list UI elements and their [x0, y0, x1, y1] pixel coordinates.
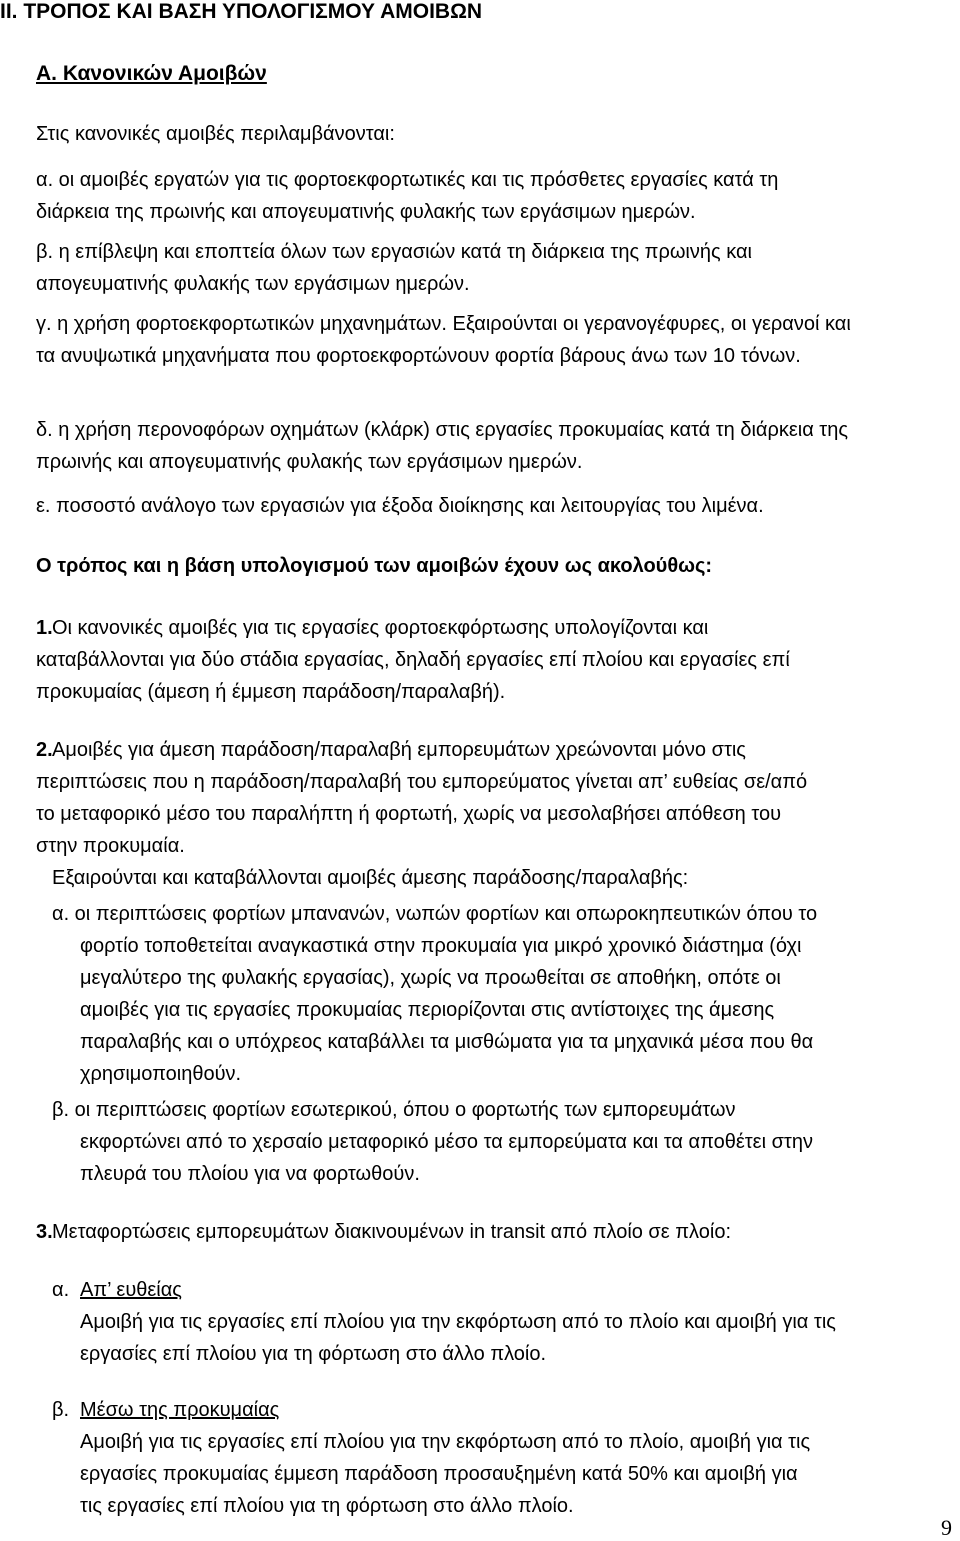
- paragraph-3-number: 3.: [36, 1221, 53, 1243]
- transit-quay-label: β.: [52, 1399, 70, 1421]
- exception-b-line2: εκφορτώνει από το χερσαίο μεταφορικό μέσο τα εμπορεύματα και τα αποθέτει στην: [80, 1131, 813, 1153]
- exception-a-line3: μεγαλύτερο της φυλακής εργασίας), χωρίς να προωθείται σε αποθήκη, οπότε οι: [80, 967, 781, 989]
- item-d-line1: δ. η χρήση περονοφόρων οχημάτων (κλάρκ) στις εργασίες προκυμαίας κατά τη διάρκεια της: [36, 419, 848, 441]
- exception-a-line6: χρησιμοποιηθούν.: [80, 1063, 242, 1085]
- item-c-line1: γ. η χρήση φορτοεκφορτωτικών μηχανημάτων. Εξαιρούνται οι γερανογέφυρες, οι γερανοί και: [36, 313, 851, 335]
- item-a-line2: διάρκεια της πρωινής και απογευματινής φυλακής των εργάσιμων ημερών.: [36, 201, 696, 223]
- paragraph-1-line3: προκυμαίας (άμεση ή έμμεση παράδοση/παραλαβή).: [36, 681, 506, 703]
- paragraph-2-number: 2.: [36, 739, 53, 761]
- paragraph-1-number: 1.: [36, 617, 53, 639]
- exceptions-text: Εξαιρούνται και καταβάλλονται αμοιβές άμεσης παράδοσης/παραλαβής:: [52, 867, 689, 889]
- transit-direct-label: α.: [52, 1279, 70, 1301]
- intro-text: Στις κανονικές αμοιβές περιλαμβάνονται:: [36, 123, 395, 145]
- transit-quay-title: Μέσω της προκυμαίας: [80, 1399, 280, 1421]
- paragraph-3-text: Μεταφορτώσεις εμπορευμάτων διακινουμένων in transit από πλοίο σε πλοίο:: [52, 1221, 731, 1243]
- transit-direct-title: Απ’ ευθείας: [80, 1279, 182, 1301]
- transit-direct-line1: Αμοιβή για τις εργασίες επί πλοίου για την εκφόρτωση από το πλοίο και αμοιβή για τις: [80, 1311, 836, 1333]
- item-a-line1: α. οι αμοιβές εργατών για τις φορτοεκφορτωτικές και τις πρόσθετες εργασίες κατά τη: [36, 169, 779, 191]
- paragraph-1-line1: Οι κανονικές αμοιβές για τις εργασίες φορτοεκφόρτωσης υπολογίζονται και: [52, 617, 709, 639]
- transit-quay-line3: τις εργασίες επί πλοίου για τη φόρτωση στο άλλο πλοίο.: [80, 1495, 574, 1517]
- page-number: 9: [941, 1515, 952, 1540]
- item-c-line2: τα ανυψωτικά μηχανήματα που φορτοεκφορτώνουν φορτία βάρους άνω των 10 τόνων.: [36, 345, 801, 367]
- transit-quay-line1: Αμοιβή για τις εργασίες επί πλοίου για την εκφόρτωση από το πλοίο, αμοιβή για τις: [80, 1431, 811, 1453]
- paragraph-1-line2: καταβάλλονται για δύο στάδια εργασίας, δηλαδή εργασίες επί πλοίου και εργασίες επί: [36, 649, 790, 671]
- transit-quay-line2: εργασίες προκυμαίας έμμεση παράδοση προσαυξημένη κατά 50% και αμοιβή για: [80, 1463, 798, 1485]
- exception-b-line3: πλευρά του πλοίου για να φορτωθούν.: [80, 1163, 420, 1185]
- item-b-line2: απογευματινής φυλακής των εργάσιμων ημερών.: [36, 273, 470, 295]
- subsection-heading: Α. Κανονικών Αμοιβών: [36, 62, 267, 85]
- paragraph-2-line1: Αμοιβές για άμεση παράδοση/παραλαβή εμπορευμάτων χρεώνονται μόνο στις: [52, 739, 746, 761]
- exception-a-line2: φορτίο τοποθετείται αναγκαστικά στην προκυμαία για μικρό χρονικό διάστημα (όχι: [80, 935, 802, 957]
- item-d-line2: πρωινής και απογευματινής φυλακής των εργάσιμων ημερών.: [36, 451, 583, 473]
- exception-a-line5: παραλαβής και ο υπόχρεος καταβάλλει τα μισθώματα για τα μηχανικά μέσα που θα: [80, 1031, 814, 1053]
- item-b-line1: β. η επίβλεψη και εποπτεία όλων των εργασιών κατά τη διάρκεια της πρωινής και: [36, 241, 752, 263]
- section-heading: II. ΤΡΟΠΟΣ ΚΑΙ ΒΑΣΗ ΥΠΟΛΟΓΙΣΜΟΥ ΑΜΟΙΒΩΝ: [0, 0, 483, 23]
- transit-direct-line2: εργασίες επί πλοίου για τη φόρτωση στο άλλο πλοίο.: [80, 1343, 547, 1365]
- item-e-line1: ε. ποσοστό ανάλογο των εργασιών για έξοδα διοίκησης και λειτουργίας του λιμένα.: [36, 495, 764, 517]
- exception-a-line4: αμοιβές για τις εργασίες προκυμαίας περιορίζονται στις αντίστοιχες της άμεσης: [80, 999, 775, 1021]
- paragraph-2-line2: περιπτώσεις που η παράδοση/παραλαβή του εμπορεύματος γίνεται απ’ ευθείας σε/από: [36, 771, 808, 793]
- paragraph-2-line3: το μεταφορικό μέσο του παραλήπτη ή φορτωτή, χωρίς να μεσολαβήσει απόθεση του: [36, 803, 782, 825]
- paragraph-2-line4: στην προκυμαία.: [36, 835, 185, 857]
- method-heading: Ο τρόπος και η βάση υπολογισμού των αμοιβών έχουν ως ακολούθως:: [36, 555, 713, 577]
- exception-a-line1: α. οι περιπτώσεις φορτίων μπανανών, νωπών φορτίων και οπωροκηπευτικών όπου το: [52, 903, 818, 925]
- exception-b-line1: β. οι περιπτώσεις φορτίων εσωτερικού, όπου ο φορτωτής των εμπορευμάτων: [52, 1099, 736, 1121]
